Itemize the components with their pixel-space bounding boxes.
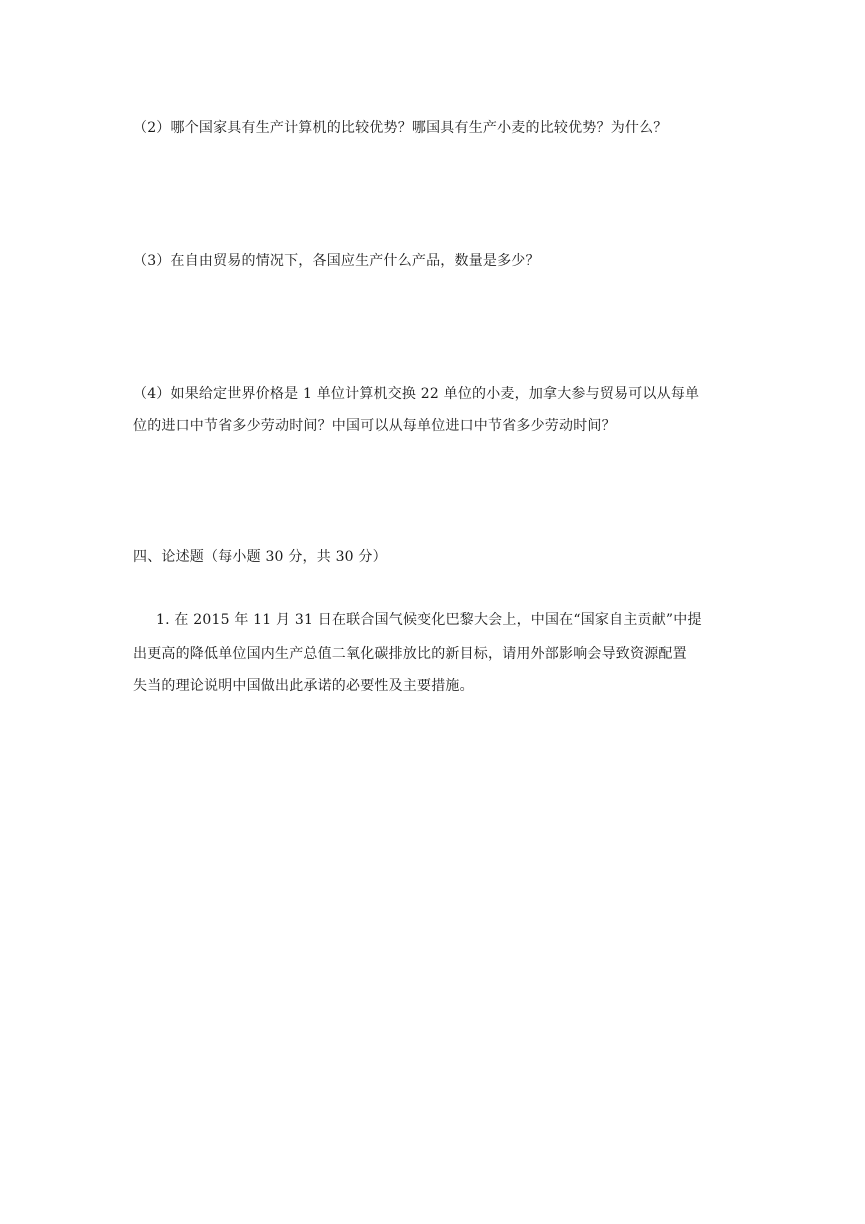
section-heading: 四、论述题（每小题 30 分，共 30 分） (133, 549, 387, 565)
question-2-line-1: （2）哪个国家具有生产计算机的比较优势？哪国具有生产小麦的比较优势？为什么？ (133, 120, 668, 136)
question-4-line-2: 位的进口中节省多少劳动时间？中国可以从每单位进口中节省多少劳动时间？ (133, 418, 616, 434)
essay-question-line-3: 失当的理论说明中国做出此承诺的必要性及主要措施。 (133, 678, 474, 694)
question-3-line-1: （3）在自由贸易的情况下，各国应生产什么产品，数量是多少？ (133, 253, 540, 269)
essay-question-line-1: 1. 在 2015 年 11 月 31 日在联合国气候变化巴黎大会上，中国在“国家自主贡献”中提 (156, 612, 702, 628)
question-4-line-1: （4）如果给定世界价格是 1 单位计算机交换 22 单位的小麦，加拿大参与贸易可以从每单 (133, 386, 700, 402)
essay-question-line-2: 出更高的降低单位国内生产总值二氧化碳排放比的新目标，请用外部影响会导致资源配置 (133, 646, 687, 662)
